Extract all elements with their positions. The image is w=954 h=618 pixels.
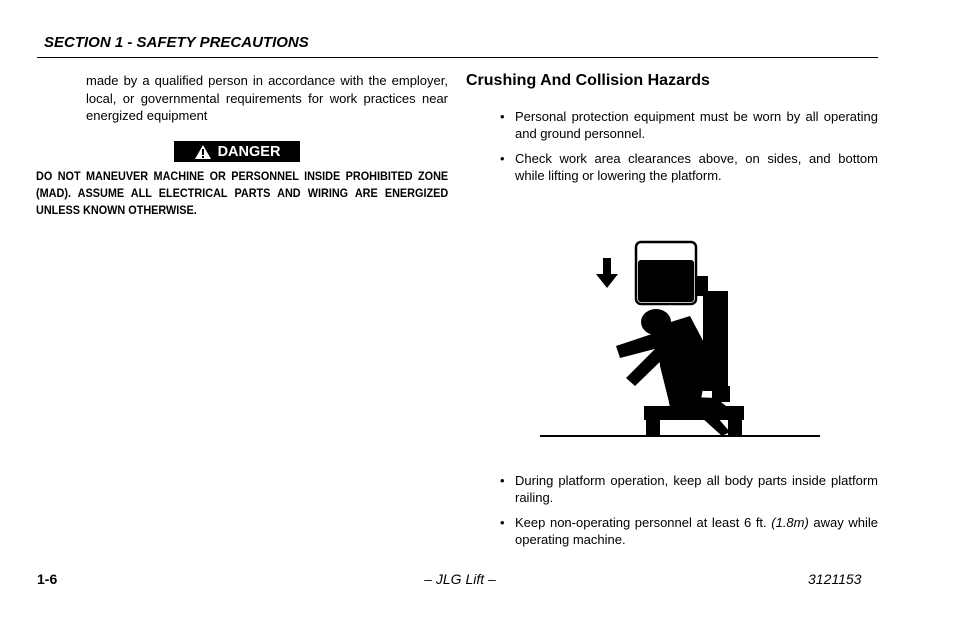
page-number: 1-6 [37, 571, 58, 587]
section-heading: Crushing And Collision Hazards [466, 72, 710, 89]
list-item: • During platform operation, keep all body parts inside platform railing. [498, 472, 878, 506]
list-item: • Personal protection equipment must be worn by all operating and ground personnel. [498, 108, 878, 142]
footer-title: – JLG Lift – [424, 571, 496, 587]
bullet-list-bottom [498, 472, 878, 556]
list-item: • Check work area clearances above, on sides, and bottom while lifting or lowering the platform. [498, 150, 878, 184]
danger-label-text: DANGER [217, 143, 281, 160]
bullet-list-top [498, 108, 878, 192]
list-item: • Keep non-operating personnel at least 6 ft. (1.8m) away while operating machine. [498, 514, 878, 548]
header-divider [37, 57, 878, 58]
down-arrow-icon [596, 258, 618, 288]
section-title: SECTION 1 - SAFETY PRECAUTIONS [44, 34, 309, 51]
warning-triangle-icon [194, 144, 212, 160]
crush-hazard-pictogram [540, 236, 822, 442]
danger-warning-text: DO NOT MANEUVER MACHINE OR PERSONNEL INSIDE PROHIBITED ZONE (MAD). ASSUME ALL ELECTRICAL PARTS AND WIRING ARE ENERGIZED UNLESS KNOWN OTHERWISE. [36, 169, 449, 217]
body-paragraph: made by a qualified person in accordance with the employer, local, or governmental requirements for work practices near energized equipment [86, 73, 448, 123]
document-number: 3121153 [808, 571, 862, 587]
danger-label [174, 141, 300, 162]
